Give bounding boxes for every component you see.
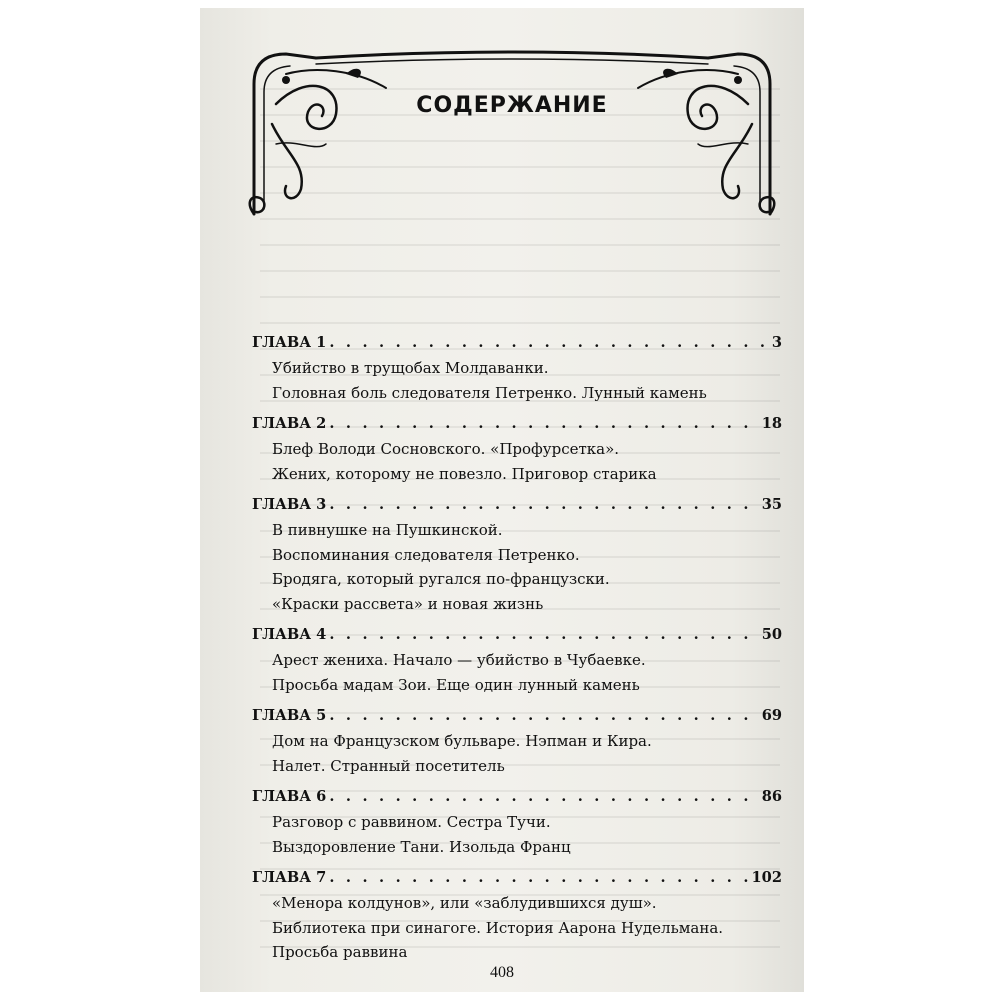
ornamental-frame-icon — [246, 44, 778, 224]
dot-leader — [329, 492, 758, 518]
book-page — [200, 8, 804, 992]
chapter-subtitle: Просьба раввина — [272, 943, 408, 961]
chapter-subtitle: Библиотека при синагоге. История Аарона Нудельмана. — [272, 918, 724, 937]
chapter-subtitle: Бродяга, который ругался по-французски. — [272, 570, 610, 588]
chapter-subtitle: Просьба мадам Зои. Еще один лунный камень — [272, 675, 640, 694]
chapter-subtitle: Убийство в трущобах Молдаванки. — [272, 359, 549, 377]
chapter-page-number: 50 — [761, 626, 782, 643]
chapter-subtitle: Головная боль следователя Петренко. Лунный камень — [272, 383, 707, 402]
chapter-page-number: 18 — [761, 415, 782, 432]
chapter-label: ГЛАВА 7 — [252, 869, 327, 886]
page-title: СОДЕРЖАНИЕ — [416, 93, 608, 118]
chapter-page-number: 102 — [751, 869, 782, 886]
toc-entry — [252, 330, 782, 405]
chapter-page-number: 3 — [771, 334, 782, 351]
toc-chapter-row — [252, 703, 782, 729]
dot-leader — [329, 411, 758, 437]
table-of-contents — [252, 330, 782, 971]
chapter-label: ГЛАВА 5 — [252, 707, 327, 724]
toc-entry — [252, 622, 782, 697]
chapter-page-number: 86 — [761, 788, 782, 805]
dot-leader — [329, 865, 748, 891]
chapter-subtitle: «Краски рассвета» и новая жизнь — [272, 594, 544, 613]
chapter-label: ГЛАВА 4 — [252, 626, 327, 643]
chapter-label: ГЛАВА 6 — [252, 788, 327, 805]
toc-entry — [252, 703, 782, 778]
toc-chapter-row — [252, 784, 782, 810]
page-number: 408 — [490, 964, 514, 981]
chapter-subtitle: «Менора колдунов», или «заблудившихся душ». — [272, 894, 657, 912]
dot-leader — [329, 703, 758, 729]
chapter-label: ГЛАВА 2 — [252, 415, 327, 432]
chapter-subtitle: Выздоровление Тани. Изольда Франц — [272, 837, 571, 856]
toc-chapter-row — [252, 492, 782, 518]
chapter-subtitle: Разговор с раввином. Сестра Тучи. — [272, 813, 551, 831]
chapter-subtitle: В пивнушке на Пушкинской. — [272, 521, 503, 539]
chapter-subtitle: Дом на Французском бульваре. Нэпман и Кира. — [272, 732, 652, 750]
chapter-page-number: 35 — [761, 496, 782, 513]
toc-entry — [252, 411, 782, 486]
chapter-subtitle: Воспоминания следователя Петренко. — [272, 545, 580, 564]
chapter-page-number: 69 — [761, 707, 782, 724]
chapter-label: ГЛАВА 1 — [252, 334, 327, 351]
dot-leader — [329, 622, 758, 648]
toc-chapter-row — [252, 330, 782, 356]
chapter-subtitle: Налет. Странный посетитель — [272, 756, 505, 775]
dot-leader — [329, 784, 758, 810]
chapter-subtitle: Арест жениха. Начало — убийство в Чубаевке. — [272, 651, 646, 669]
chapter-subtitle: Блеф Володи Сосновского. «Профурсетка». — [272, 440, 620, 458]
toc-chapter-row — [252, 865, 782, 891]
toc-entry — [252, 865, 782, 965]
toc-chapter-row — [252, 411, 782, 437]
toc-entry — [252, 492, 782, 616]
chapter-subtitle: Жених, которому не повезло. Приговор старика — [272, 464, 657, 483]
dot-leader — [329, 330, 769, 356]
toc-chapter-row — [252, 622, 782, 648]
chapter-label: ГЛАВА 3 — [252, 496, 327, 513]
toc-entry — [252, 784, 782, 859]
